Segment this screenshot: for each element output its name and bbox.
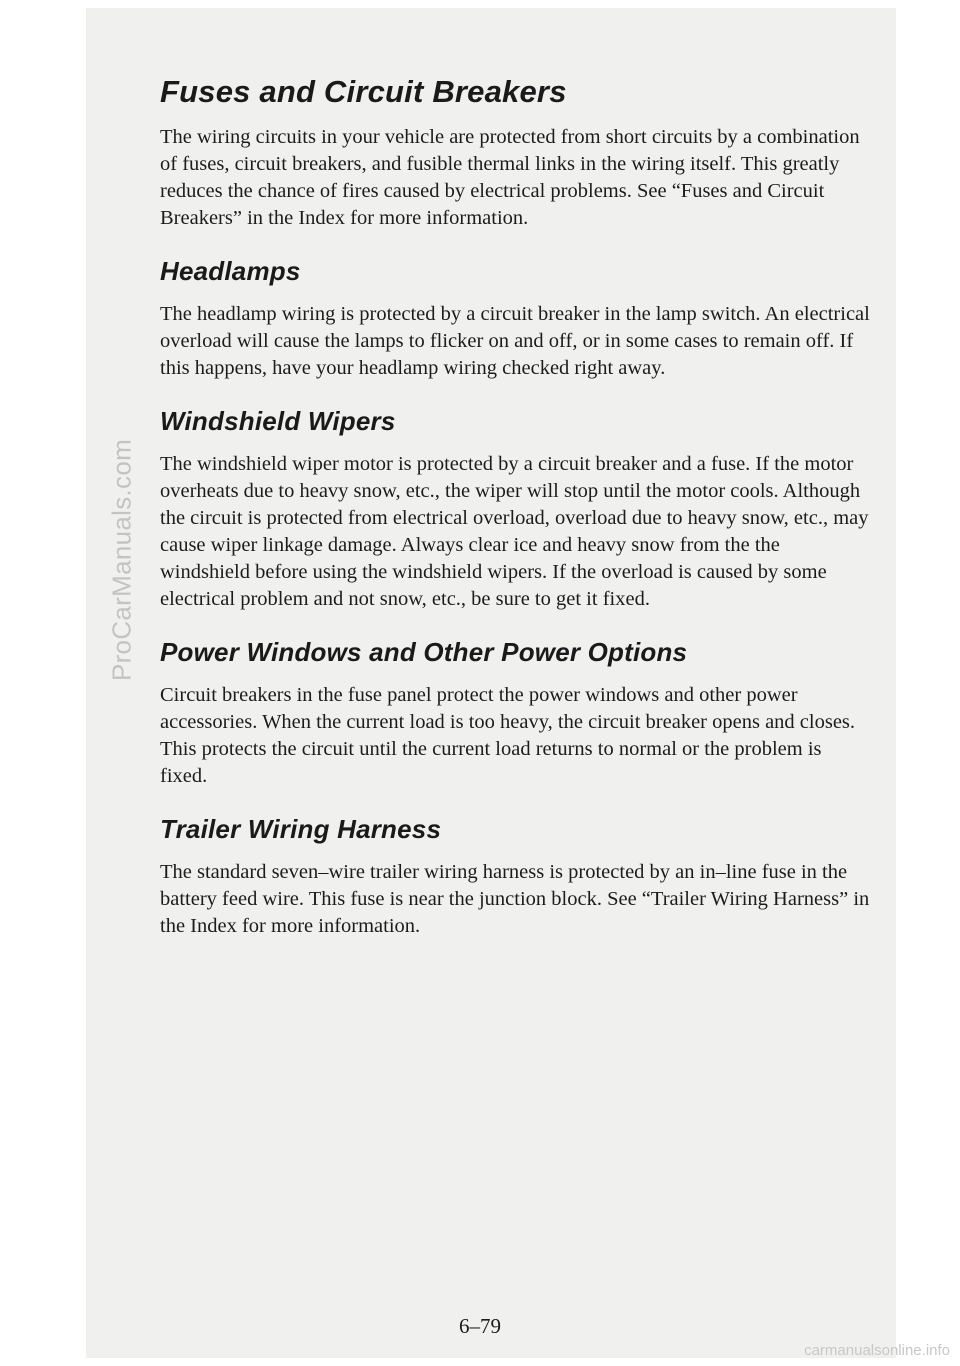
page-number: 6–79: [459, 1314, 501, 1338]
side-watermark: ProCarManuals.com: [106, 438, 137, 682]
section-heading-windshield-wipers: Windshield Wipers: [160, 406, 396, 436]
section-heading-headlamps: Headlamps: [160, 256, 301, 286]
section-body-headlamps: The headlamp wiring is protected by a circuit breaker in the lamp switch. An electrical overload will cause the lamps to flicker on and off, or in some cases to remain off. If this happens, have your headlamp wiring checked right away.: [160, 303, 870, 379]
section-heading-power-windows: Power Windows and Other Power Options: [160, 637, 688, 667]
section-body-windshield-wipers: The windshield wiper motor is protected by a circuit breaker and a fuse. If the motor overheats due to heavy snow, etc., the wiper will stop until the motor cools. Although the circuit is protected from electrical overload, overload due to heavy snow, etc., may cause wiper linkage damage. Always clear ice and heavy snow from the the windshield before using the windshield wipers. If the overload is caused by some electrical problem and not snow, etc., be sure to get it fixed.: [160, 453, 869, 610]
section-body-trailer-wiring: The standard seven–wire trailer wiring harness is protected by an in–line fuse in the battery feed wire. This fuse is near the junction block. See “Trailer Wiring Harness” in the Index for more information.: [160, 861, 870, 937]
bottom-watermark: carmanualsonline.info: [804, 1342, 950, 1359]
section-heading-trailer-wiring: Trailer Wiring Harness: [160, 814, 442, 844]
page-content: [160, 72, 872, 940]
section-heading-fuses: Fuses and Circuit Breakers: [160, 74, 567, 109]
section-body-fuses: The wiring circuits in your vehicle are protected from short circuits by a combination of fuses, circuit breakers, and fusible thermal links in the wiring itself. This greatly reduces the chance of fires caused by electrical problems. See “Fuses and Circuit Breakers” in the Index for more information.: [160, 126, 860, 229]
section-body-power-windows: Circuit breakers in the fuse panel protect the power windows and other power accessories. When the current load is too heavy, the circuit breaker opens and closes. This protects the circuit until the current load returns to normal or the problem is fixed.: [160, 684, 856, 787]
